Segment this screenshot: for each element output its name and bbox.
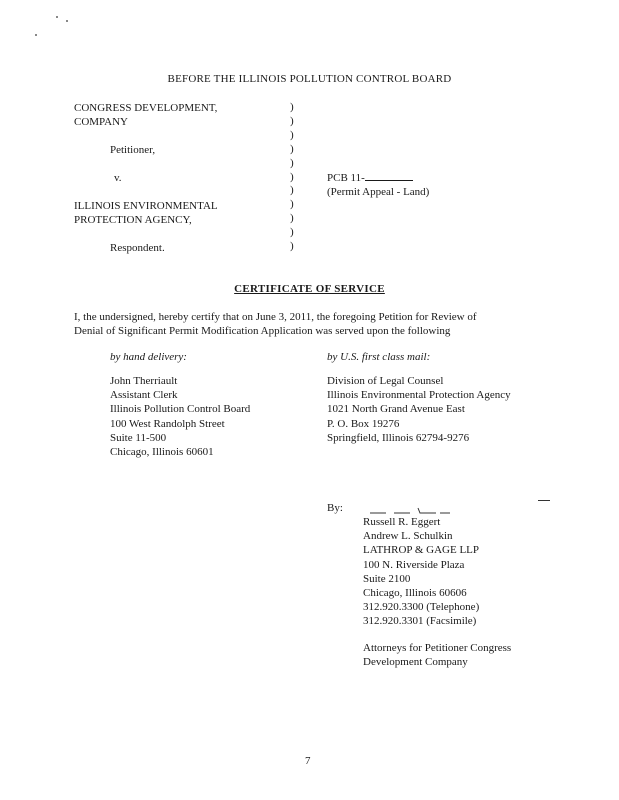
firm-address-line: Suite 2100 — [363, 572, 411, 585]
hand-delivery-address — [110, 374, 250, 459]
address-line: Division of Legal Counsel — [327, 375, 444, 387]
versus-label: v. — [114, 172, 122, 184]
address-line: P. O. Box 19276 — [327, 417, 400, 430]
scan-mark — [538, 500, 550, 501]
signature-by-label: By: — [327, 502, 343, 514]
paren: ) — [290, 142, 294, 155]
attorneys-line: Development Company — [363, 656, 468, 669]
signature-stroke — [370, 508, 450, 513]
petitioner-name-line1: CONGRESS DEVELOPMENT, — [74, 102, 218, 114]
attorneys-line: Attorneys for Petitioner Congress — [363, 642, 512, 654]
signature-block — [363, 515, 479, 629]
address-line: John Therriault — [110, 375, 178, 387]
signature-scribble — [366, 505, 456, 515]
paren: ) — [290, 128, 294, 141]
case-type: (Permit Appeal - Land) — [327, 186, 430, 198]
address-line: Illinois Environmental Protection Agency — [327, 389, 511, 402]
firm-address-line: Chicago, Illinois 60606 — [363, 587, 467, 600]
paren: ) — [290, 184, 294, 197]
paren: ) — [290, 101, 294, 113]
respondent-name-line2: PROTECTION AGENCY, — [74, 214, 192, 226]
address-line: 1021 North Grand Avenue East — [327, 403, 465, 416]
address-line: Illinois Pollution Control Board — [110, 403, 251, 416]
caption-parenthesis-column — [290, 101, 294, 254]
paren: ) — [290, 226, 294, 239]
signer-line: Russell R. Eggert — [363, 516, 441, 528]
petitioner-name-line2: COMPANY — [74, 116, 129, 128]
firm-address-line: 100 N. Riverside Plaza — [363, 558, 465, 571]
fax-line: 312.920.3301 (Facsimile) — [363, 615, 477, 628]
paren: ) — [290, 114, 294, 127]
paren: ) — [290, 198, 294, 211]
address-line: Suite 11-500 — [110, 431, 167, 444]
mail-delivery-heading: by U.S. first class mail: — [327, 351, 431, 363]
board-heading: BEFORE THE ILLINOIS POLLUTION CONTROL BOARD — [167, 73, 452, 85]
scan-speck — [66, 20, 68, 22]
page-number: 7 — [305, 755, 311, 767]
mail-delivery-address — [327, 374, 511, 445]
hand-delivery-heading: by hand delivery: — [110, 351, 187, 363]
address-line: Assistant Clerk — [110, 389, 178, 402]
address-line: Springfield, Illinois 62794-9276 — [327, 431, 470, 444]
paren: ) — [290, 240, 294, 253]
paren: ) — [290, 212, 294, 225]
respondent-label: Respondent. — [110, 242, 165, 254]
certificate-body-line2: Denial of Significant Permit Modification Application was served upon the following — [74, 325, 451, 337]
phone-line: 312.920.3300 (Telephone) — [363, 601, 480, 614]
signer-line: Andrew L. Schulkin — [363, 530, 453, 543]
paren: ) — [290, 156, 294, 169]
scan-speck — [56, 16, 58, 18]
petitioner-label: Petitioner, — [110, 144, 156, 156]
attorneys-for — [363, 641, 511, 669]
case-number-blank — [365, 171, 413, 181]
scan-speck — [35, 34, 37, 36]
respondent-name-line1: ILLINOIS ENVIRONMENTAL — [74, 200, 218, 212]
case-number-text: PCB 11- — [327, 172, 365, 184]
certificate-title: CERTIFICATE OF SERVICE — [234, 283, 385, 295]
address-line: Chicago, Illinois 60601 — [110, 446, 214, 459]
certificate-body-line1: I, the undersigned, hereby certify that on June 3, 2011, the foregoing Petition for Review of — [74, 311, 477, 323]
case-number — [327, 171, 413, 185]
paren: ) — [290, 170, 294, 183]
address-line: 100 West Randolph Street — [110, 417, 225, 430]
firm-line: LATHROP & GAGE LLP — [363, 544, 480, 557]
